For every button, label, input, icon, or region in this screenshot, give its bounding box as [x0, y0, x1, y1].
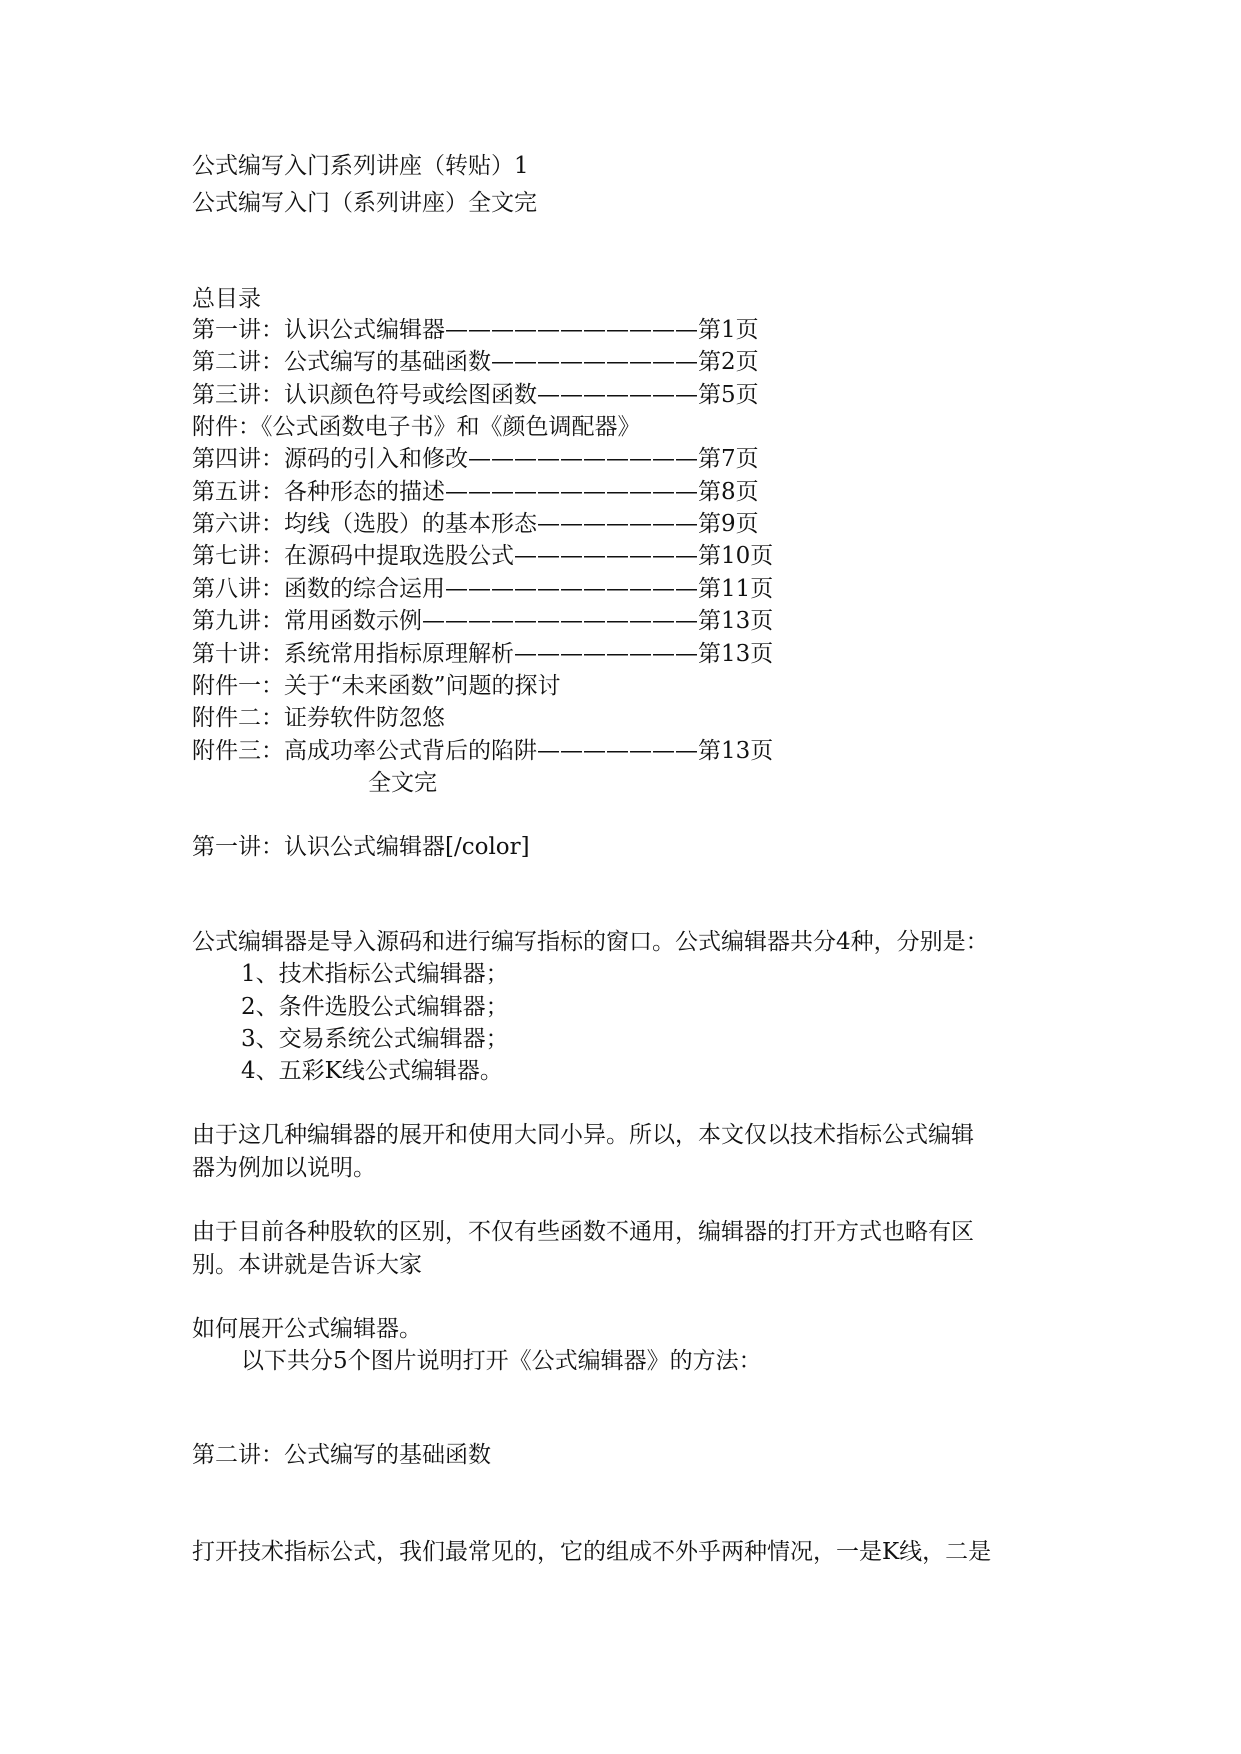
toc-item: 第七讲：在源码中提取选股公式————————第10页	[192, 543, 774, 569]
paragraph: 器为例加以说明。	[192, 1155, 376, 1181]
paragraph: 如何展开公式编辑器。	[192, 1316, 422, 1342]
toc-item: 第二讲：公式编写的基础函数—————————第2页	[192, 349, 759, 375]
paragraph: 以下共分5个图片说明打开《公式编辑器》的方法：	[241, 1348, 762, 1374]
toc-item: 第十讲：系统常用指标原理解析————————第13页	[192, 641, 774, 667]
editor-type-item: 1、技术指标公式编辑器；	[241, 961, 509, 987]
toc-item: 附件三：高成功率公式背后的陷阱———————第13页	[192, 738, 774, 764]
toc-heading: 总目录	[192, 286, 261, 312]
toc-item: 第六讲：均线（选股）的基本形态———————第9页	[192, 511, 759, 537]
editor-type-item: 3、交易系统公式编辑器；	[241, 1026, 509, 1052]
toc-item: 第八讲：函数的综合运用———————————第11页	[192, 576, 774, 602]
lecture2-heading: 第二讲：公式编写的基础函数	[192, 1442, 491, 1468]
toc-item: 附件二：证券软件防忽悠	[192, 705, 445, 731]
paragraph: 别。本讲就是告诉大家	[192, 1252, 422, 1278]
toc-item: 第五讲：各种形态的描述———————————第8页	[192, 479, 759, 505]
document-subtitle: 公式编写入门（系列讲座）全文完	[192, 190, 537, 216]
toc-end-note: 全文完	[368, 770, 437, 796]
document-title: 公式编写入门系列讲座（转贴）1	[192, 153, 529, 179]
paragraph: 由于这几种编辑器的展开和使用大同小异。所以，本文仅以技术指标公式编辑	[192, 1122, 974, 1148]
lecture2-intro: 打开技术指标公式，我们最常见的，它的组成不外乎两种情况，一是K线，二是	[192, 1539, 992, 1565]
toc-item: 附件：《公式函数电子书》和《颜色调配器》	[192, 414, 641, 440]
toc-item: 第三讲：认识颜色符号或绘图函数———————第5页	[192, 382, 759, 408]
lecture1-intro: 公式编辑器是导入源码和进行编写指标的窗口。公式编辑器共分4种，分别是：	[192, 929, 989, 955]
toc-item: 第一讲：认识公式编辑器———————————第1页	[192, 317, 759, 343]
toc-item: 第四讲：源码的引入和修改——————————第7页	[192, 446, 759, 472]
paragraph: 由于目前各种股软的区别，不仅有些函数不通用，编辑器的打开方式也略有区	[192, 1219, 974, 1245]
editor-type-item: 2、条件选股公式编辑器；	[241, 994, 509, 1020]
lecture1-heading: 第一讲：认识公式编辑器[/color]	[192, 834, 530, 860]
toc-item: 附件一：关于“未来函数”问题的探讨	[192, 673, 561, 699]
toc-item: 第九讲：常用函数示例————————————第13页	[192, 608, 774, 634]
editor-type-item: 4、五彩K线公式编辑器。	[241, 1058, 503, 1084]
